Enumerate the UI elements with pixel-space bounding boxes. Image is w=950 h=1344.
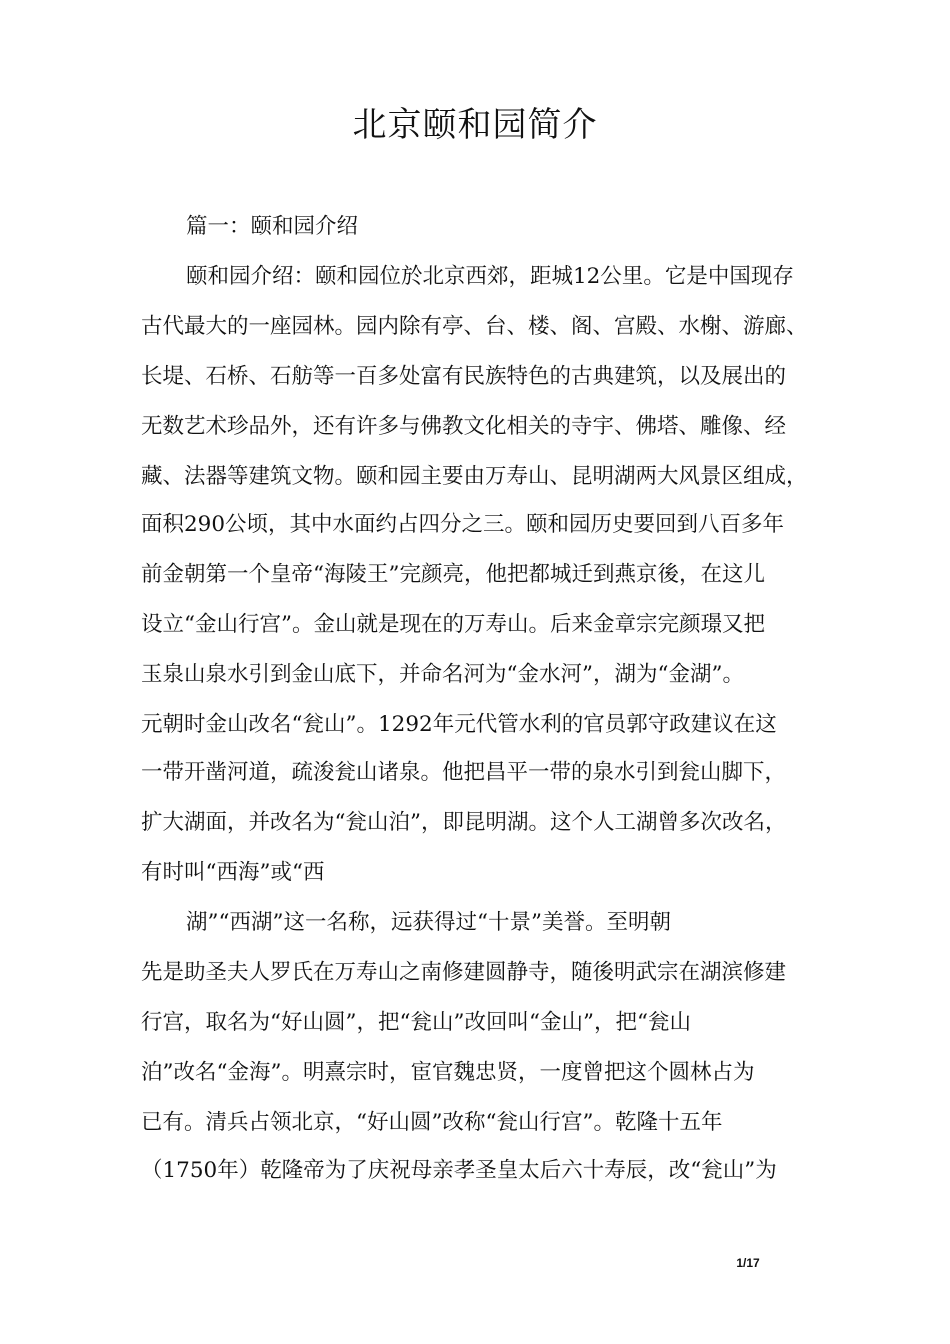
text-line: 玉泉山泉水引到金山底下，并命名河为“金水河”，湖为“金湖”。 [141, 662, 744, 687]
text-line: 行宫，取名为“好山圆”，把“瓮山”改回叫“金山”，把“瓮山 [141, 1010, 691, 1035]
text-line: 有时叫“西海”或“西 [141, 860, 325, 885]
text-line: 扩大湖面，并改名为“瓮山泊”，即昆明湖。这个人工湖曾多次改名， [141, 810, 787, 835]
text-line: 长堤、石桥、石舫等一百多处富有民族特色的古典建筑，以及展出的 [141, 364, 787, 389]
section-heading: 篇一：颐和园介绍 [186, 214, 359, 239]
text-line: 先是助圣夫人罗氏在万寿山之南修建圆静寺，随後明武宗在湖滨修建 [141, 960, 787, 985]
text-line: 一带开凿河道，疏浚瓮山诸泉。他把昌平一带的泉水引到瓮山脚下， [141, 760, 787, 785]
text-line: 颐和园介绍：颐和园位於北京西郊，距城12公里。它是中国现存 [186, 264, 794, 289]
text-line: 前金朝第一个皇帝“海陵王”完颜亮，他把都城迁到燕京後，在这儿 [141, 562, 765, 587]
text-line: 面积290公顷，其中水面约占四分之三。颐和园历史要回到八百多年 [141, 512, 785, 537]
text-line: 泊”改名“金海”。明熹宗时，宦官魏忠贤，一度曾把这个圆林占为 [141, 1060, 755, 1085]
page-number: 1/17 [736, 1256, 760, 1270]
text-line: 无数艺术珍品外，还有许多与佛教文化相关的寺宇、佛塔、雕像、经 [141, 414, 787, 439]
text-line: 湖”“西湖”这一名称，远获得过“十景”美誉。至明朝 [186, 910, 671, 935]
text-line: （1750年）乾隆帝为了庆祝母亲孝圣皇太后六十寿辰，改“瓮山”为 [141, 1158, 777, 1183]
page-title: 北京颐和园简介 [352, 105, 598, 145]
text-line: 藏、法器等建筑文物。颐和园主要由万寿山、昆明湖两大风景区组成， [141, 464, 808, 489]
text-line: 已有。清兵占领北京，“好山圆”改称“瓮山行宫”。乾隆十五年 [141, 1110, 723, 1135]
text-line: 设立“金山行宫”。金山就是现在的万寿山。后来金章宗完颜璟又把 [141, 612, 765, 637]
text-line: 元朝时金山改名“瓮山”。1292年元代管水利的官员郭守政建议在这 [141, 712, 777, 737]
text-line: 古代最大的一座园林。园内除有亭、台、楼、阁、宫殿、水榭、游廊、 [141, 314, 808, 339]
